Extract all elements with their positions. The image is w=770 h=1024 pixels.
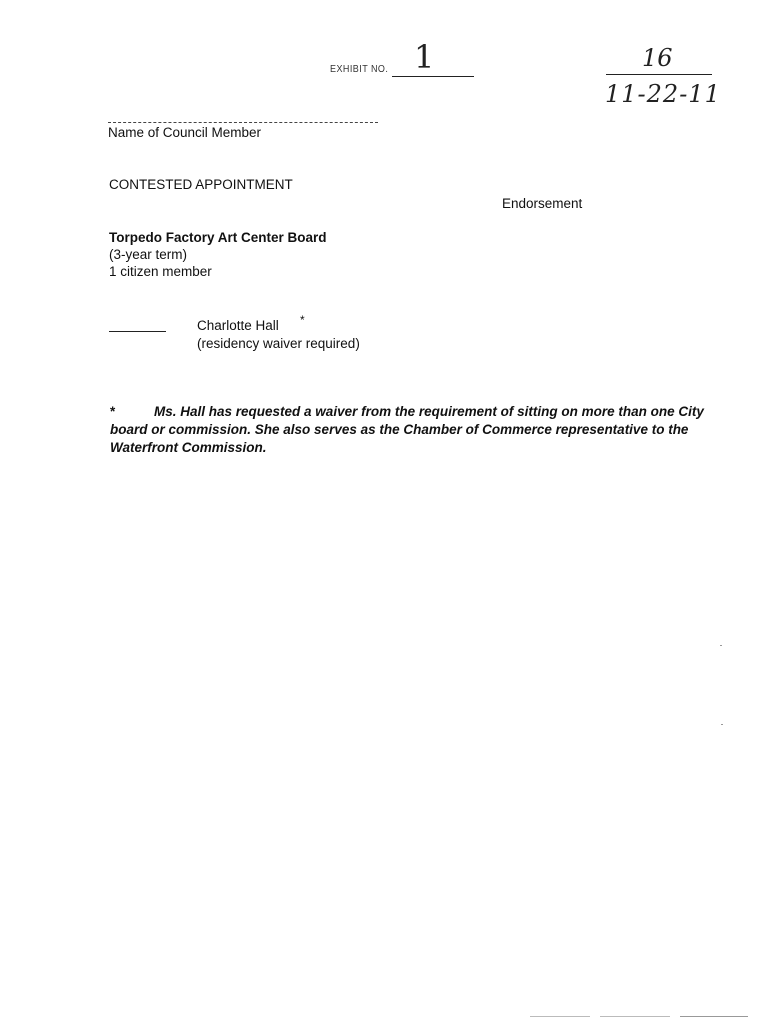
board-members: 1 citizen member bbox=[109, 264, 212, 279]
exhibit-number: 1 bbox=[414, 38, 435, 76]
handwritten-date: 11-22-11 bbox=[605, 80, 721, 108]
board-term: (3-year term) bbox=[109, 247, 188, 262]
footnote bbox=[110, 403, 735, 457]
candidate-asterisk: * bbox=[300, 313, 305, 327]
scan-speck bbox=[720, 645, 722, 646]
footnote-text: Ms. Hall has requested a waiver from the requirement of sitting on more than one City board or commission. She also serves as the Chamber of Commerce representative to the Waterfront Commission. bbox=[110, 404, 704, 455]
scan-speck bbox=[530, 1016, 590, 1017]
scan-speck bbox=[721, 724, 723, 725]
candidate-note: (residency waiver required) bbox=[197, 336, 360, 351]
endorsement-label: Endorsement bbox=[502, 196, 583, 211]
footnote-mark: * bbox=[110, 404, 116, 419]
council-member-signature-line bbox=[108, 122, 378, 123]
exhibit-number-line bbox=[392, 76, 474, 77]
section-heading: CONTESTED APPOINTMENT bbox=[109, 177, 293, 192]
item-number-divider bbox=[606, 74, 712, 75]
exhibit-label: EXHIBIT NO. bbox=[330, 64, 389, 75]
scan-speck bbox=[600, 1016, 670, 1017]
handwritten-item-number: 16 bbox=[642, 44, 673, 72]
board-name: Torpedo Factory Art Center Board bbox=[109, 230, 327, 245]
scan-speck bbox=[680, 1016, 748, 1017]
endorsement-blank-line bbox=[109, 331, 166, 332]
council-member-label: Name of Council Member bbox=[108, 125, 262, 140]
candidate-name: Charlotte Hall bbox=[197, 318, 279, 333]
